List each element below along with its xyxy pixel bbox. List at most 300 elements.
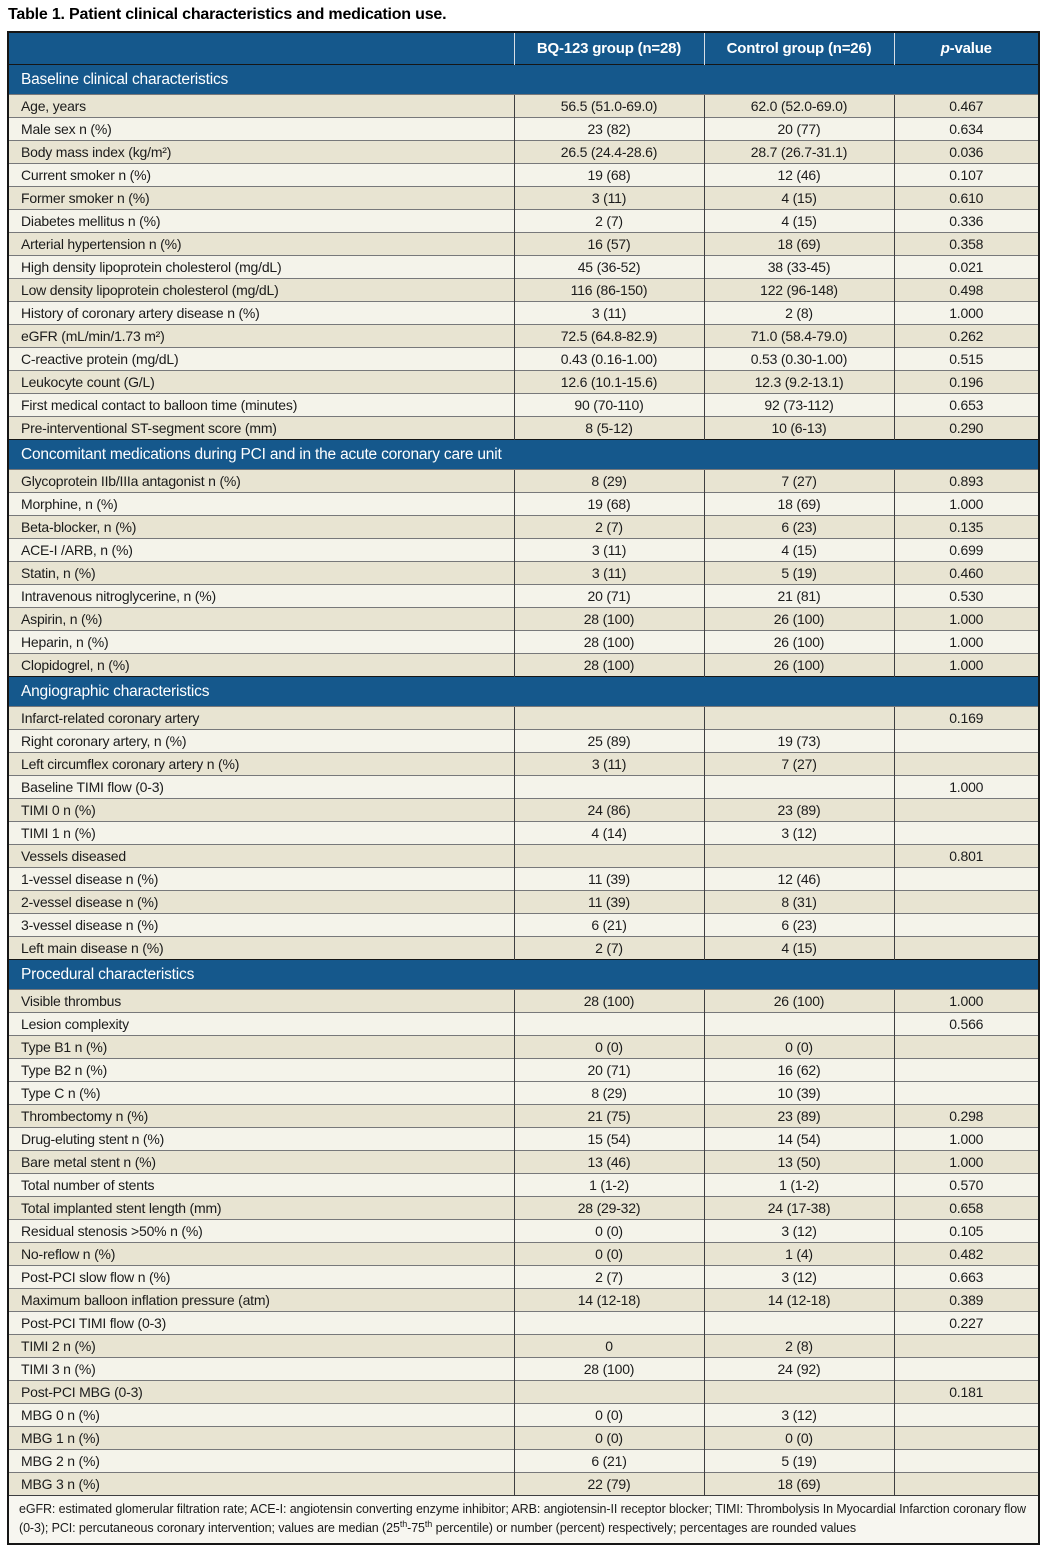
p-value: 0.196 [894, 371, 1039, 394]
bq-value: 24 (86) [514, 799, 704, 822]
p-value: 1.000 [894, 1151, 1039, 1174]
p-value: 0.358 [894, 233, 1039, 256]
p-value [894, 1036, 1039, 1059]
control-value: 21 (81) [704, 585, 894, 608]
table-row [8, 256, 1039, 279]
row-label: C-reactive protein (mg/dL) [8, 348, 514, 371]
control-value: 12 (46) [704, 164, 894, 187]
bq-value: 0 (0) [514, 1036, 704, 1059]
table-row [8, 1266, 1039, 1289]
table-row [8, 1289, 1039, 1312]
control-value: 0 (0) [704, 1427, 894, 1450]
control-value [704, 1013, 894, 1036]
p-value: 0.336 [894, 210, 1039, 233]
bq-value: 12.6 (10.1-15.6) [514, 371, 704, 394]
p-value [894, 1427, 1039, 1450]
p-value [894, 868, 1039, 891]
p-value: 1.000 [894, 776, 1039, 799]
control-value [704, 1381, 894, 1404]
p-value: 0.107 [894, 164, 1039, 187]
p-value [894, 730, 1039, 753]
bq-value: 2 (7) [514, 210, 704, 233]
table-row [8, 1174, 1039, 1197]
table-row [8, 1082, 1039, 1105]
control-value [704, 776, 894, 799]
bq-value: 1 (1-2) [514, 1174, 704, 1197]
bq-value [514, 707, 704, 730]
table-row [8, 325, 1039, 348]
row-label: Post-PCI TIMI flow (0-3) [8, 1312, 514, 1335]
section-header: Procedural characteristics [8, 960, 1039, 990]
table-row [8, 539, 1039, 562]
table-row [8, 776, 1039, 799]
p-value [894, 1335, 1039, 1358]
bq-value: 0 (0) [514, 1404, 704, 1427]
control-value: 122 (96-148) [704, 279, 894, 302]
table-row [8, 1197, 1039, 1220]
table-row [8, 394, 1039, 417]
row-label: High density lipoprotein cholesterol (mg/dL) [8, 256, 514, 279]
row-label: Age, years [8, 95, 514, 118]
row-label: Total number of stents [8, 1174, 514, 1197]
bq-value: 19 (68) [514, 164, 704, 187]
control-value: 10 (39) [704, 1082, 894, 1105]
table-row [8, 164, 1039, 187]
control-value: 18 (69) [704, 233, 894, 256]
bq-value: 116 (86-150) [514, 279, 704, 302]
p-value: 0.530 [894, 585, 1039, 608]
table-title: Table 1. Patient clinical characteristics and medication use. [8, 6, 447, 23]
bq-value: 90 (70-110) [514, 394, 704, 417]
row-label: Heparin, n (%) [8, 631, 514, 654]
table-row [8, 631, 1039, 654]
table-row [8, 118, 1039, 141]
control-value: 18 (69) [704, 493, 894, 516]
table-footnote [8, 1496, 1039, 1544]
table-row [8, 302, 1039, 325]
bq-value: 22 (79) [514, 1473, 704, 1496]
p-value: 0.482 [894, 1243, 1039, 1266]
row-label: Vessels diseased [8, 845, 514, 868]
table-row [8, 371, 1039, 394]
bq-value [514, 1013, 704, 1036]
table-row [8, 1473, 1039, 1496]
p-value [894, 822, 1039, 845]
p-value: 1.000 [894, 631, 1039, 654]
table-row [8, 585, 1039, 608]
p-value [894, 1059, 1039, 1082]
table-row [8, 516, 1039, 539]
control-value: 3 (12) [704, 1220, 894, 1243]
table-row [8, 845, 1039, 868]
p-value [894, 1404, 1039, 1427]
table-row [8, 348, 1039, 371]
row-label: Type B1 n (%) [8, 1036, 514, 1059]
control-value: 26 (100) [704, 990, 894, 1013]
row-label: Residual stenosis >50% n (%) [8, 1220, 514, 1243]
control-value: 12 (46) [704, 868, 894, 891]
table-row [8, 1059, 1039, 1082]
p-value: 0.460 [894, 562, 1039, 585]
p-value [894, 1082, 1039, 1105]
p-value: 0.498 [894, 279, 1039, 302]
control-value: 16 (62) [704, 1059, 894, 1082]
control-value: 6 (23) [704, 516, 894, 539]
control-value: 3 (12) [704, 1266, 894, 1289]
row-label: Diabetes mellitus n (%) [8, 210, 514, 233]
section-header: Concomitant medications during PCI and in the acute coronary care unit [8, 440, 1039, 470]
section-header: Baseline clinical characteristics [8, 65, 1039, 95]
table-body [8, 65, 1039, 1496]
control-value: 7 (27) [704, 470, 894, 493]
footnote-superscript: th [424, 1518, 433, 1529]
row-label: Bare metal stent n (%) [8, 1151, 514, 1174]
bq-value: 2 (7) [514, 937, 704, 960]
bq-value: 8 (5-12) [514, 417, 704, 440]
control-value: 4 (15) [704, 937, 894, 960]
control-value: 10 (6-13) [704, 417, 894, 440]
p-value: 1.000 [894, 493, 1039, 516]
bq-value: 6 (21) [514, 914, 704, 937]
control-value: 2 (8) [704, 1335, 894, 1358]
row-label: Visible thrombus [8, 990, 514, 1013]
row-label: Baseline TIMI flow (0-3) [8, 776, 514, 799]
p-value [894, 937, 1039, 960]
row-label: Leukocyte count (G/L) [8, 371, 514, 394]
bq-value: 11 (39) [514, 891, 704, 914]
bq-value: 0 (0) [514, 1243, 704, 1266]
row-label: Current smoker n (%) [8, 164, 514, 187]
bq-value: 25 (89) [514, 730, 704, 753]
row-label: Lesion complexity [8, 1013, 514, 1036]
p-value: 1.000 [894, 990, 1039, 1013]
control-value [704, 845, 894, 868]
table-row [8, 279, 1039, 302]
row-label: Maximum balloon inflation pressure (atm) [8, 1289, 514, 1312]
bq-value: 3 (11) [514, 302, 704, 325]
bq-value: 28 (29-32) [514, 1197, 704, 1220]
row-label: Intravenous nitroglycerine, n (%) [8, 585, 514, 608]
bq-value: 16 (57) [514, 233, 704, 256]
table-row [8, 1358, 1039, 1381]
control-value: 2 (8) [704, 302, 894, 325]
control-value: 14 (12-18) [704, 1289, 894, 1312]
table-row [8, 210, 1039, 233]
table-row [8, 1243, 1039, 1266]
p-value: 0.389 [894, 1289, 1039, 1312]
table-row [8, 753, 1039, 776]
row-label: Low density lipoprotein cholesterol (mg/dL) [8, 279, 514, 302]
p-value: 0.467 [894, 95, 1039, 118]
header-bq-group-column: BQ-123 group (n=28) [514, 32, 704, 65]
control-value: 18 (69) [704, 1473, 894, 1496]
bq-value: 8 (29) [514, 1082, 704, 1105]
p-value [894, 891, 1039, 914]
header-row [8, 32, 1039, 65]
section-header-row [8, 960, 1039, 990]
bq-value: 20 (71) [514, 585, 704, 608]
control-value: 20 (77) [704, 118, 894, 141]
control-value [704, 707, 894, 730]
bq-value: 3 (11) [514, 187, 704, 210]
p-value [894, 753, 1039, 776]
table-row [8, 707, 1039, 730]
clinical-characteristics-table [7, 31, 1040, 1545]
p-value: 1.000 [894, 608, 1039, 631]
table-row [8, 1450, 1039, 1473]
control-value: 0.53 (0.30-1.00) [704, 348, 894, 371]
p-value: 1.000 [894, 654, 1039, 677]
control-value: 92 (73-112) [704, 394, 894, 417]
row-label: Former smoker n (%) [8, 187, 514, 210]
control-value: 71.0 (58.4-79.0) [704, 325, 894, 348]
footnote-text: -75 [407, 1520, 425, 1535]
table-row [8, 417, 1039, 440]
bq-value: 23 (82) [514, 118, 704, 141]
p-value [894, 1358, 1039, 1381]
p-value: 0.290 [894, 417, 1039, 440]
bq-value: 4 (14) [514, 822, 704, 845]
table-row [8, 1312, 1039, 1335]
bq-value: 26.5 (24.4-28.6) [514, 141, 704, 164]
control-value: 4 (15) [704, 210, 894, 233]
p-value [894, 799, 1039, 822]
bq-value: 0 (0) [514, 1220, 704, 1243]
control-value: 14 (54) [704, 1128, 894, 1151]
table-row [8, 654, 1039, 677]
table-row [8, 1151, 1039, 1174]
p-value: 0.021 [894, 256, 1039, 279]
control-value: 6 (23) [704, 914, 894, 937]
table-row [8, 937, 1039, 960]
control-value: 24 (92) [704, 1358, 894, 1381]
bq-value: 13 (46) [514, 1151, 704, 1174]
table-row [8, 608, 1039, 631]
table-row [8, 1105, 1039, 1128]
control-value: 28.7 (26.7-31.1) [704, 141, 894, 164]
control-value: 5 (19) [704, 1450, 894, 1473]
section-header-row [8, 440, 1039, 470]
p-value: 0.036 [894, 141, 1039, 164]
table-row [8, 1404, 1039, 1427]
table-row [8, 1427, 1039, 1450]
header-label-column [8, 32, 514, 65]
row-label: Statin, n (%) [8, 562, 514, 585]
p-value: 0.610 [894, 187, 1039, 210]
header-control-group-column: Control group (n=26) [704, 32, 894, 65]
p-value: 0.801 [894, 845, 1039, 868]
p-value: 0.227 [894, 1312, 1039, 1335]
bq-value: 0 (0) [514, 1427, 704, 1450]
control-value: 12.3 (9.2-13.1) [704, 371, 894, 394]
p-value: 0.181 [894, 1381, 1039, 1404]
row-label: 2-vessel disease n (%) [8, 891, 514, 914]
bq-value: 15 (54) [514, 1128, 704, 1151]
bq-value [514, 845, 704, 868]
row-label: 1-vessel disease n (%) [8, 868, 514, 891]
control-value: 3 (12) [704, 822, 894, 845]
bq-value: 19 (68) [514, 493, 704, 516]
bq-value: 28 (100) [514, 1358, 704, 1381]
bq-value: 28 (100) [514, 608, 704, 631]
row-label: Type C n (%) [8, 1082, 514, 1105]
control-value: 1 (4) [704, 1243, 894, 1266]
row-label: MBG 2 n (%) [8, 1450, 514, 1473]
bq-value: 11 (39) [514, 868, 704, 891]
row-label: TIMI 0 n (%) [8, 799, 514, 822]
control-value: 26 (100) [704, 608, 894, 631]
control-value: 0 (0) [704, 1036, 894, 1059]
row-label: 3-vessel disease n (%) [8, 914, 514, 937]
table-row [8, 730, 1039, 753]
p-value: 0.570 [894, 1174, 1039, 1197]
table-row [8, 141, 1039, 164]
footnote-row [8, 1496, 1039, 1544]
control-value: 23 (89) [704, 1105, 894, 1128]
row-label: Pre-interventional ST-segment score (mm) [8, 417, 514, 440]
row-label: TIMI 2 n (%) [8, 1335, 514, 1358]
row-label: Body mass index (kg/m²) [8, 141, 514, 164]
control-value: 7 (27) [704, 753, 894, 776]
bq-value: 8 (29) [514, 470, 704, 493]
bq-value: 3 (11) [514, 562, 704, 585]
row-label: Clopidogrel, n (%) [8, 654, 514, 677]
control-value: 23 (89) [704, 799, 894, 822]
row-label: Male sex n (%) [8, 118, 514, 141]
row-label: MBG 1 n (%) [8, 1427, 514, 1450]
bq-value: 72.5 (64.8-82.9) [514, 325, 704, 348]
p-value: 0.566 [894, 1013, 1039, 1036]
p-value: 0.663 [894, 1266, 1039, 1289]
table-row [8, 822, 1039, 845]
bq-value: 3 (11) [514, 753, 704, 776]
bq-value: 20 (71) [514, 1059, 704, 1082]
row-label: Total implanted stent length (mm) [8, 1197, 514, 1220]
row-label: No-reflow n (%) [8, 1243, 514, 1266]
table-row [8, 891, 1039, 914]
control-value: 4 (15) [704, 187, 894, 210]
p-value-italic-p: p [940, 40, 950, 57]
row-label: Arterial hypertension n (%) [8, 233, 514, 256]
row-label: Post-PCI MBG (0-3) [8, 1381, 514, 1404]
table-row [8, 1335, 1039, 1358]
control-value: 38 (33-45) [704, 256, 894, 279]
row-label: MBG 0 n (%) [8, 1404, 514, 1427]
bq-value: 3 (11) [514, 539, 704, 562]
control-value: 62.0 (52.0-69.0) [704, 95, 894, 118]
row-label: Infarct-related coronary artery [8, 707, 514, 730]
control-value: 5 (19) [704, 562, 894, 585]
bq-value: 28 (100) [514, 654, 704, 677]
row-label: TIMI 1 n (%) [8, 822, 514, 845]
p-value: 0.298 [894, 1105, 1039, 1128]
p-value: 0.893 [894, 470, 1039, 493]
p-value: 1.000 [894, 302, 1039, 325]
table-row [8, 470, 1039, 493]
table-row [8, 1220, 1039, 1243]
p-value: 1.000 [894, 1128, 1039, 1151]
bq-value: 14 (12-18) [514, 1289, 704, 1312]
bq-value: 28 (100) [514, 990, 704, 1013]
table-row [8, 493, 1039, 516]
row-label: Post-PCI slow flow n (%) [8, 1266, 514, 1289]
bq-value: 56.5 (51.0-69.0) [514, 95, 704, 118]
section-header-row [8, 65, 1039, 95]
table-row [8, 914, 1039, 937]
p-value: 0.658 [894, 1197, 1039, 1220]
row-label: Drug-eluting stent n (%) [8, 1128, 514, 1151]
row-label: Morphine, n (%) [8, 493, 514, 516]
table-row [8, 990, 1039, 1013]
bq-value [514, 1381, 704, 1404]
control-value [704, 1312, 894, 1335]
row-label: Beta-blocker, n (%) [8, 516, 514, 539]
table-row [8, 1013, 1039, 1036]
bq-value: 6 (21) [514, 1450, 704, 1473]
section-header: Angiographic characteristics [8, 677, 1039, 707]
footnote-text: percentile) or number (percent) respectively; percentages are rounded values [432, 1520, 856, 1535]
p-value [894, 1473, 1039, 1496]
control-value: 13 (50) [704, 1151, 894, 1174]
p-value: 0.262 [894, 325, 1039, 348]
bq-value: 21 (75) [514, 1105, 704, 1128]
p-value: 0.515 [894, 348, 1039, 371]
row-label: Left main disease n (%) [8, 937, 514, 960]
table-row [8, 562, 1039, 585]
table-row [8, 1128, 1039, 1151]
row-label: Type B2 n (%) [8, 1059, 514, 1082]
control-value: 19 (73) [704, 730, 894, 753]
table-row [8, 868, 1039, 891]
control-value: 26 (100) [704, 654, 894, 677]
table-row [8, 1036, 1039, 1059]
row-label: MBG 3 n (%) [8, 1473, 514, 1496]
p-value: 0.135 [894, 516, 1039, 539]
p-value [894, 1450, 1039, 1473]
table-footer [8, 1496, 1039, 1544]
row-label: ACE-I /ARB, n (%) [8, 539, 514, 562]
control-value: 1 (1-2) [704, 1174, 894, 1197]
control-value: 8 (31) [704, 891, 894, 914]
p-value: 0.699 [894, 539, 1039, 562]
row-label: eGFR (mL/min/1.73 m²) [8, 325, 514, 348]
control-value: 26 (100) [704, 631, 894, 654]
table-row [8, 95, 1039, 118]
p-value: 0.653 [894, 394, 1039, 417]
p-value: 0.169 [894, 707, 1039, 730]
footnote-superscript: th [399, 1518, 408, 1529]
p-value [894, 914, 1039, 937]
table-header [8, 32, 1039, 65]
bq-value [514, 776, 704, 799]
bq-value: 0.43 (0.16-1.00) [514, 348, 704, 371]
table-row [8, 799, 1039, 822]
section-header-row [8, 677, 1039, 707]
table-row [8, 233, 1039, 256]
header-p-value-column [894, 32, 1039, 65]
bq-value: 2 (7) [514, 1266, 704, 1289]
control-value: 4 (15) [704, 539, 894, 562]
row-label: First medical contact to balloon time (minutes) [8, 394, 514, 417]
table-row [8, 187, 1039, 210]
bq-value: 2 (7) [514, 516, 704, 539]
p-value-rest: -value [949, 40, 992, 57]
row-label: Left circumflex coronary artery n (%) [8, 753, 514, 776]
bq-value [514, 1312, 704, 1335]
control-value: 24 (17-38) [704, 1197, 894, 1220]
bq-value: 0 [514, 1335, 704, 1358]
row-label: TIMI 3 n (%) [8, 1358, 514, 1381]
